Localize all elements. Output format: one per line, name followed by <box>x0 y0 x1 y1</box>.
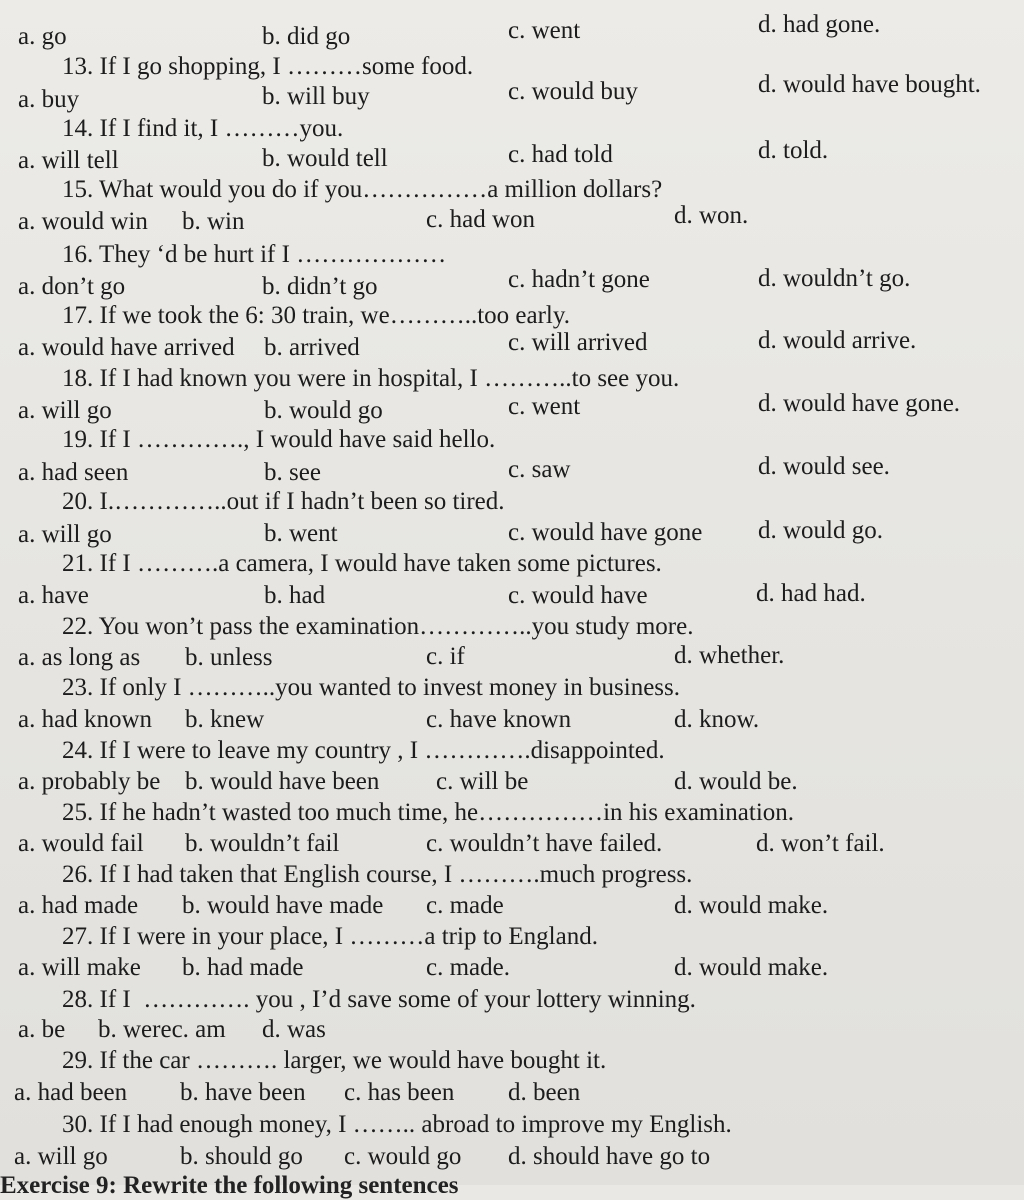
question-24: 24. If I were to leave my country , I ………….disappointed. <box>62 737 665 764</box>
option-c: c. had won <box>426 206 535 233</box>
question-22: 22. You won’t pass the examination…………..you study more. <box>62 613 694 640</box>
option-a: a. will go <box>18 397 112 424</box>
option-c: c. made. <box>426 954 510 981</box>
option-c: c. will arrived <box>508 329 648 356</box>
option-b: b. win <box>182 208 245 235</box>
option-b: b. had <box>264 582 326 609</box>
option-a: a. would fail <box>18 830 144 857</box>
option-d: d. should have go to <box>508 1143 711 1170</box>
option-d: d. would have gone. <box>758 390 961 417</box>
question-17: 17. If we took the 6: 30 train, we………..too early. <box>62 302 570 329</box>
option-d: d. would have bought. <box>758 71 981 98</box>
option-d: d. would go. <box>758 517 883 544</box>
option-a: a. will tell <box>18 147 119 174</box>
option-b: b. see <box>264 459 321 486</box>
question-29: 29. If the car ………. larger, we would have bought it. <box>62 1047 607 1074</box>
option-a: a. will go <box>14 1143 108 1170</box>
option-d: d. would be. <box>674 768 798 795</box>
option-a: a. would win <box>18 208 148 235</box>
question-23: 23. If only I ………..you wanted to invest money in business. <box>62 674 680 701</box>
question-21: 21. If I ……….a camera, I would have taken some pictures. <box>62 550 662 577</box>
option-d: d. won. <box>674 202 749 229</box>
option-d: d. would make. <box>674 892 829 919</box>
option-d: d. would make. <box>674 954 829 981</box>
option-d: d. whether. <box>674 642 785 669</box>
option-a: a. have <box>18 582 89 609</box>
option-a: a. had seen <box>18 459 129 486</box>
option-c: c. would have gone <box>508 519 703 546</box>
option-b: b. unless <box>185 644 273 671</box>
option-a: a. had made <box>18 892 139 919</box>
option-d: d. would see. <box>758 453 890 480</box>
question-30: 30. If I had enough money, I …….. abroad to improve my English. <box>62 1111 732 1138</box>
option-b: b. didn’t go <box>262 273 378 300</box>
question-25: 25. If he hadn’t wasted too much time, he……………in his examination. <box>62 799 795 826</box>
option-b: b. did go <box>262 23 351 50</box>
option-a: a. probably be <box>18 768 161 795</box>
option-d: d. had gone. <box>758 11 881 38</box>
option-a: a. will go <box>18 521 112 548</box>
option-c: c. saw <box>508 456 571 483</box>
option-b: b. knew <box>185 706 265 733</box>
option-c: c. hadn’t gone <box>508 266 650 293</box>
option-c: c. have known <box>426 706 572 733</box>
option-a: a. don’t go <box>18 273 126 300</box>
question-14: 14. If I find it, I ………you. <box>62 115 344 142</box>
option-d: d. would arrive. <box>758 327 917 354</box>
question-16: 16. They ‘d be hurt if I ……………… <box>62 241 447 268</box>
option-a: a. go <box>18 23 67 50</box>
question-20: 20. I.…………..out if I hadn’t been so tired. <box>62 488 505 515</box>
question-13: 13. If I go shopping, I ………some food. <box>62 53 474 80</box>
option-b: b. wouldn’t fail <box>185 830 340 857</box>
option-c: c. if <box>426 643 465 670</box>
option-d: d. been <box>508 1079 581 1106</box>
option-d: d. had had. <box>756 580 866 607</box>
option-d: d. wouldn’t go. <box>758 265 911 292</box>
question-18: 18. If I had known you were in hospital, I ………..to see you. <box>62 365 680 392</box>
question-26: 26. If I had taken that English course, I ……….much progress. <box>62 861 693 888</box>
exercise-heading: Exercise 9: Rewrite the following sentences <box>0 1172 459 1199</box>
option-d: d. was <box>262 1016 326 1043</box>
option-c: c. made <box>426 892 504 919</box>
option-b: b. had made <box>182 954 304 981</box>
option-d: d. know. <box>674 706 760 733</box>
option-b: b. would have been <box>185 768 380 795</box>
option-c: c. would have <box>508 582 648 609</box>
option-b: b. werec. am <box>98 1016 226 1043</box>
option-b: b. will buy <box>262 83 370 110</box>
option-c: c. would buy <box>508 78 638 105</box>
option-a: a. would have arrived <box>18 334 235 361</box>
option-b: b. would tell <box>262 145 388 172</box>
option-b: b. arrived <box>264 334 360 361</box>
option-b: b. have been <box>180 1079 306 1106</box>
option-c: c. went <box>508 393 581 420</box>
option-c: c. had told <box>508 141 613 168</box>
question-28: 28. If I …………. you , I’d save some of your lottery winning. <box>62 986 696 1013</box>
option-c: c. would go <box>344 1143 462 1170</box>
option-d: d. won’t fail. <box>756 830 885 857</box>
question-19: 19. If I …………., I would have said hello. <box>62 426 496 453</box>
option-b: b. would have made <box>182 892 384 919</box>
option-a: a. had known <box>18 706 152 733</box>
option-b: b. would go <box>264 397 383 424</box>
option-d: d. told. <box>758 137 829 164</box>
option-a: a. buy <box>18 86 80 113</box>
option-a: a. as long as <box>18 644 141 671</box>
option-a: a. had been <box>14 1079 128 1106</box>
question-27: 27. If I were in your place, I ………a trip to England. <box>62 923 598 950</box>
option-b: b. went <box>264 520 338 547</box>
question-15: 15. What would you do if you……………a million dollars? <box>62 176 663 203</box>
option-c: c. wouldn’t have failed. <box>426 830 663 857</box>
option-c: c. has been <box>344 1079 455 1106</box>
option-b: b. should go <box>180 1143 303 1170</box>
option-c: c. went <box>508 17 581 44</box>
option-c: c. will be <box>436 768 529 795</box>
option-a: a. be <box>18 1016 66 1043</box>
option-a: a. will make <box>18 954 141 981</box>
